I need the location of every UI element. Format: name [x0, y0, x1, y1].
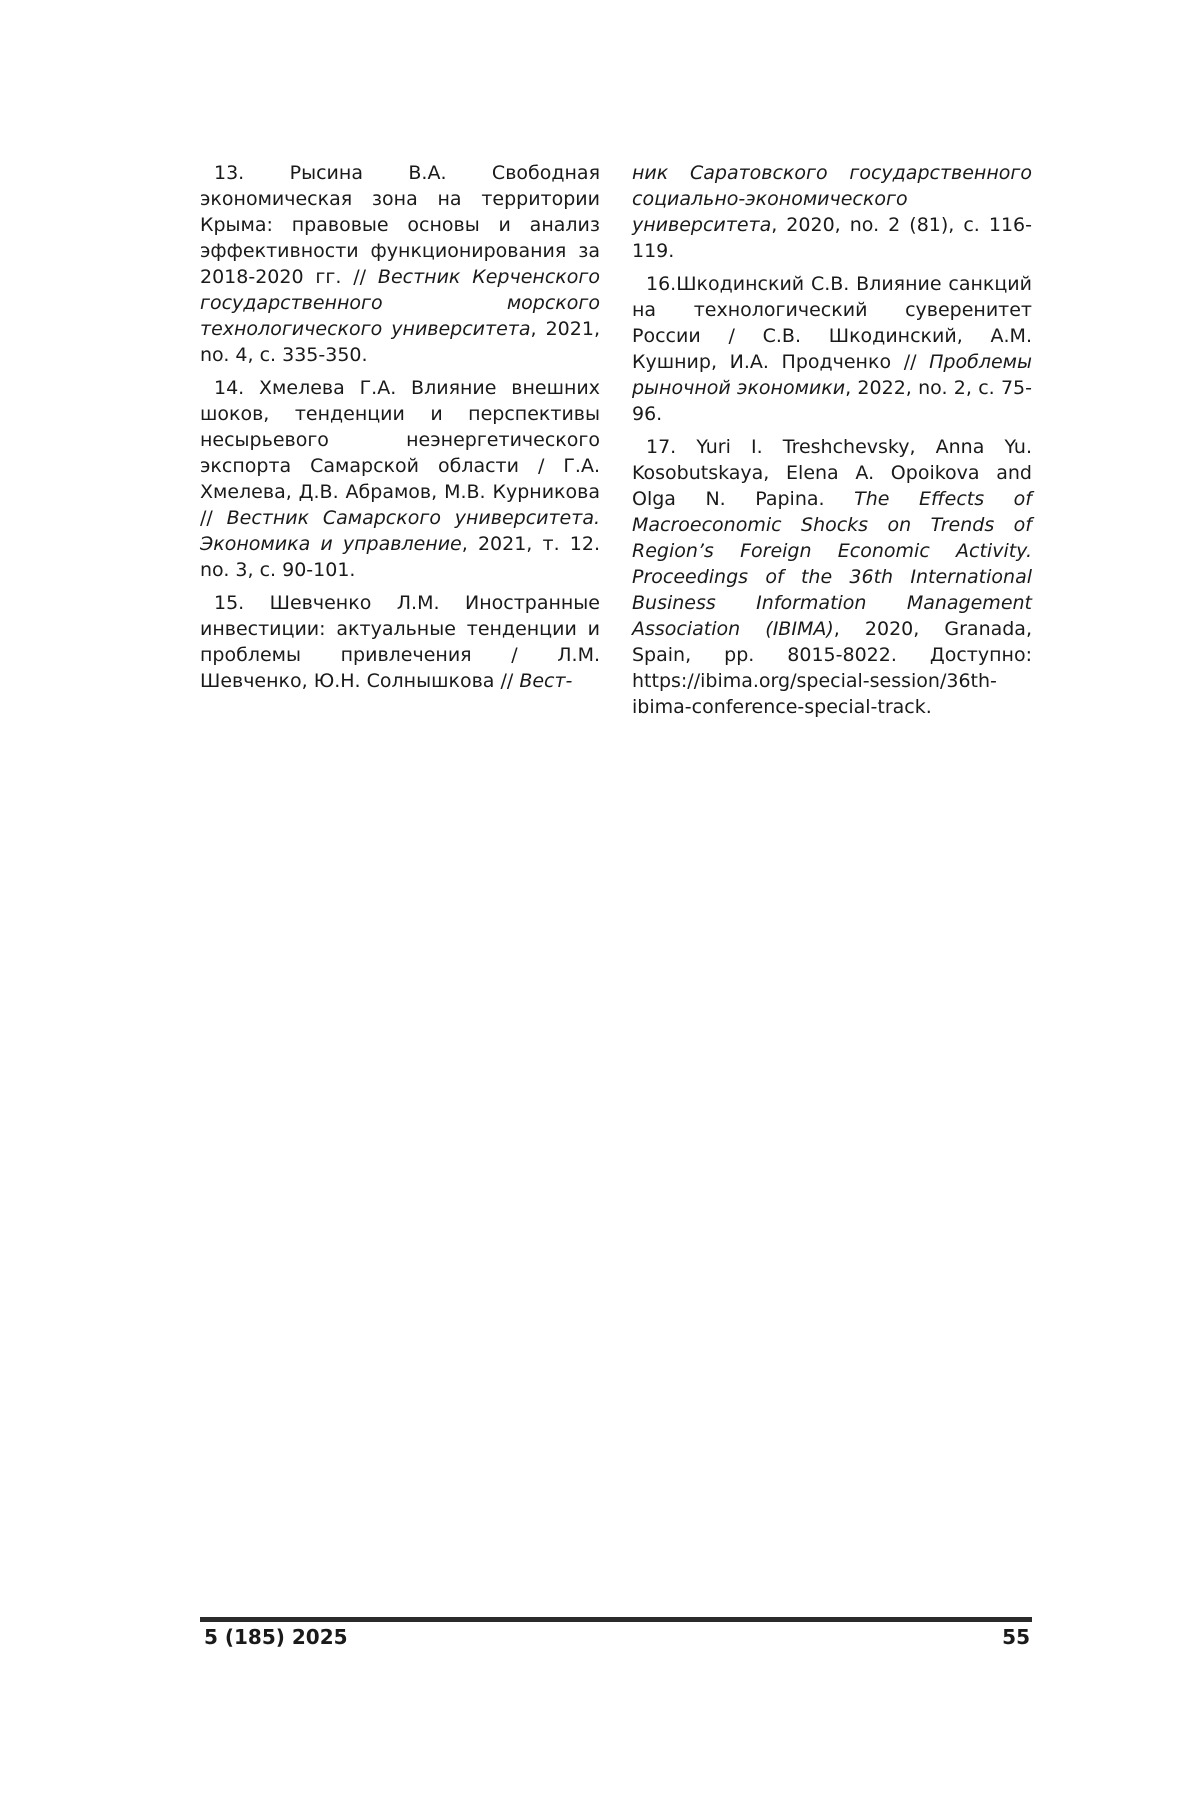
page-number: 55 [1002, 1625, 1030, 1649]
reference-text: , 2021, no. 4, с. 335-350. [200, 318, 600, 366]
reference-text: , 2020, no. 2 (81), с. 116-119. [632, 214, 1032, 262]
reference-item [632, 160, 1032, 264]
reference-text: 15. Шевченко Л.М. Иностранные инвестиции: актуальные тенденции и проблемы привлечения / Л.М. Шевченко, Ю.Н. Солнышкова // [200, 592, 600, 692]
reference-item [632, 434, 1032, 720]
reference-title-italic: Вестник Керченского государственного морского технологического университета [200, 266, 600, 340]
reference-item [632, 271, 1032, 427]
reference-text: 17. Yuri I. Treshchevsky, Anna Yu. Kosobutskaya, Elena A. Opoikova and Olga N. Papina. [632, 436, 1032, 510]
reference-text: 13. Рысина В.А. Свободная экономическая зона на территории Крыма: правовые основы и анализ эффективности функционирования за 2018-2020 гг. // [200, 162, 600, 288]
reference-title-italic: ник Саратовского государственного социально-экономического университета [632, 162, 1032, 236]
reference-text: , 2020, Granada, Spain, pp. 8015-8022. Доступно: https://ibima.org/special-session/36th-ibima-conference-special-track. [632, 618, 1032, 718]
reference-text: , 2021, т. 12. no. 3, с. 90-101. [200, 533, 600, 581]
references-column-right [632, 160, 1032, 727]
reference-item [200, 160, 600, 368]
footer-rule [200, 1617, 1032, 1622]
footer-issue: 5 (185) 2025 [204, 1625, 348, 1649]
reference-title-italic: Вестник Самарского университета. Экономика и управление [200, 507, 601, 555]
reference-text: 16.Шкодинский С.В. Влияние санкций на технологический суверенитет России / С.В. Шкодинский, А.М. Кушнир, И.А. Продченко // [632, 273, 1032, 373]
reference-title-italic: Вест- [519, 670, 573, 692]
reference-item [200, 375, 600, 583]
references-column-left [200, 160, 600, 701]
reference-text: , 2022, no. 2, с. 75-96. [632, 377, 1032, 425]
reference-item [200, 590, 600, 694]
reference-title-italic: The Effects of Macroeconomic Shocks on Trends of Region’s Foreign Economic Activity. Proceedings of the 36th International Business Information Management Association (IBIMA) [632, 488, 1032, 640]
reference-text: 14. Хмелева Г.А. Влияние внешних шоков, тенденции и перспективы несырьевого неэнергетического экспорта Самарской области / Г.А. Хмелева, Д.В. Абрамов, М.В. Курникова // [200, 377, 600, 529]
reference-title-italic: Проблемы рыночной экономики [632, 351, 1032, 399]
